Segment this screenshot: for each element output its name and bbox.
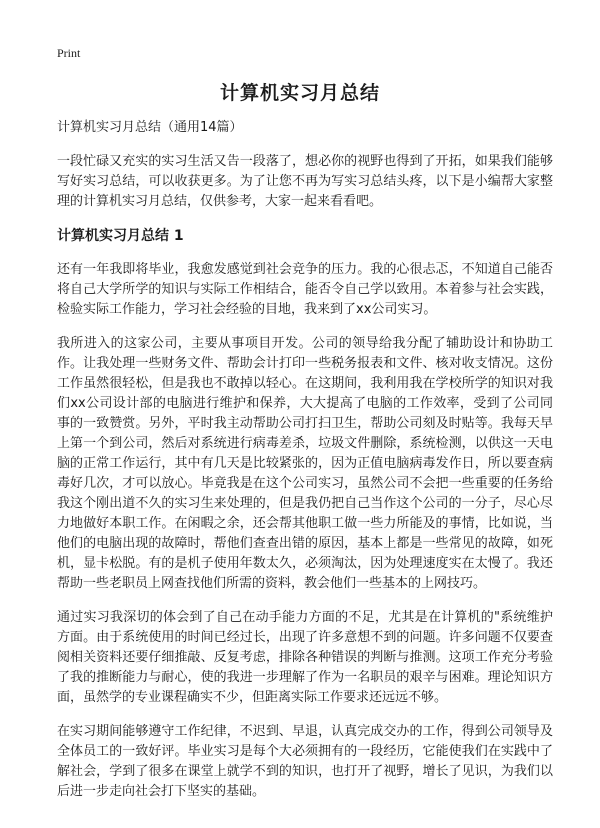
body-paragraph: 通过实习我深切的体会到了自己在动手能力方面的不足，尤其是在计算机的"系统维护方面。由于系统使用的时间已经过长，出现了许多意想不到的问题。许多问题不仅要查阅相关资料还要仔细推敲、反复考虑，排除各种错误的判断与推测。这项工作充分考验了我的推断能力与耐心，使的我进一步理解了作为一名职员的艰辛与困难。理论知识方面，虽然学的专业课程确实不少，但距离实际工作要求还远远不够。 <box>57 610 553 705</box>
intro-paragraph: 一段忙碌又充实的实习生活又告一段落了，想必你的视野也得到了开拓，如果我们能够写好实习总结，可以收获更多。为了让您不再为写实习总结头疼，以下是小编帮大家整理的计算机实习月总结，仅供参考，大家一起来看看吧。 <box>57 154 553 209</box>
section-heading: 计算机实习月总结 1 <box>57 228 184 244</box>
body-paragraph: 我所进入的这家公司，主要从事项目开发。公司的领导给我分配了辅助设计和协助工作。让我处理一些财务文件、帮助会计打印一些税务报表和文件、核对收支情况。这份工作虽然很轻松，但是我也不敢掉以轻心。在这期间，我利用我在学校所学的知识对我们xx公司设计部的电脑进行维护和保养，大大提高了电脑的工作效率，受到了公司同事的一致赞赏。另外，平时我主动帮助公司打扫卫生，帮助公司刻及时贴等。我每天早上第一个到公司，然后对系统进行病毒差杀，垃圾文件删除，系统检测，以供这一天电脑的正常工作运行，其中有几天是比较紧张的，因为正值电脑病毒发作日，所以要查病毒好几次，才可以放心。毕竟我是在这个公司实习，虽然公司不会把一些重要的任务给我这个刚出道不久的实习生来处理的，但是我仍把自己当作这个公司的一分子，尽心尽力地做好本职工作。在闲暇之余，还会帮其他职工做一些力所能及的事情，比如说，当他们的电脑出现的故障时，帮他们查查出错的原因，基本上都是一些常见的故障，如死机，显卡松脱。有的是机子使用年数太久，必须淘汰，因为处理速度实在太慢了。我还帮助一些老职员上网查找他们所需的资料，教会他们一些基本的上网技巧。 <box>57 336 553 591</box>
document-subtitle: 计算机实习月总结（通用14篇） <box>57 120 243 135</box>
document-body <box>57 118 553 816</box>
body-paragraph: 还有一年我即将毕业，我愈发感觉到社会竞争的压力。我的心很忐忑，不知道自己能否将自己大学所学的知识与实际工作相结合，能否令自己学以致用。本着参与社会实践，检验实际工作能力，学习社会经验的目地，我来到了xx公司实习。 <box>57 262 553 317</box>
body-paragraph: 在实习期间能够遵守工作纪律，不迟到、早退，认真完成交办的工作，得到公司领导及全体员工的一致好评。毕业实习是每个大必须拥有的一段经历，它能使我们在实践中了解社会，学到了很多在课堂上就学不到的知识，也打开了视野，增长了见识，为我们以后进一步走向社会打下坚实的基础。 <box>57 724 553 799</box>
document-title: 计算机实习月总结 <box>219 82 380 104</box>
print-link[interactable]: Print <box>57 46 81 60</box>
